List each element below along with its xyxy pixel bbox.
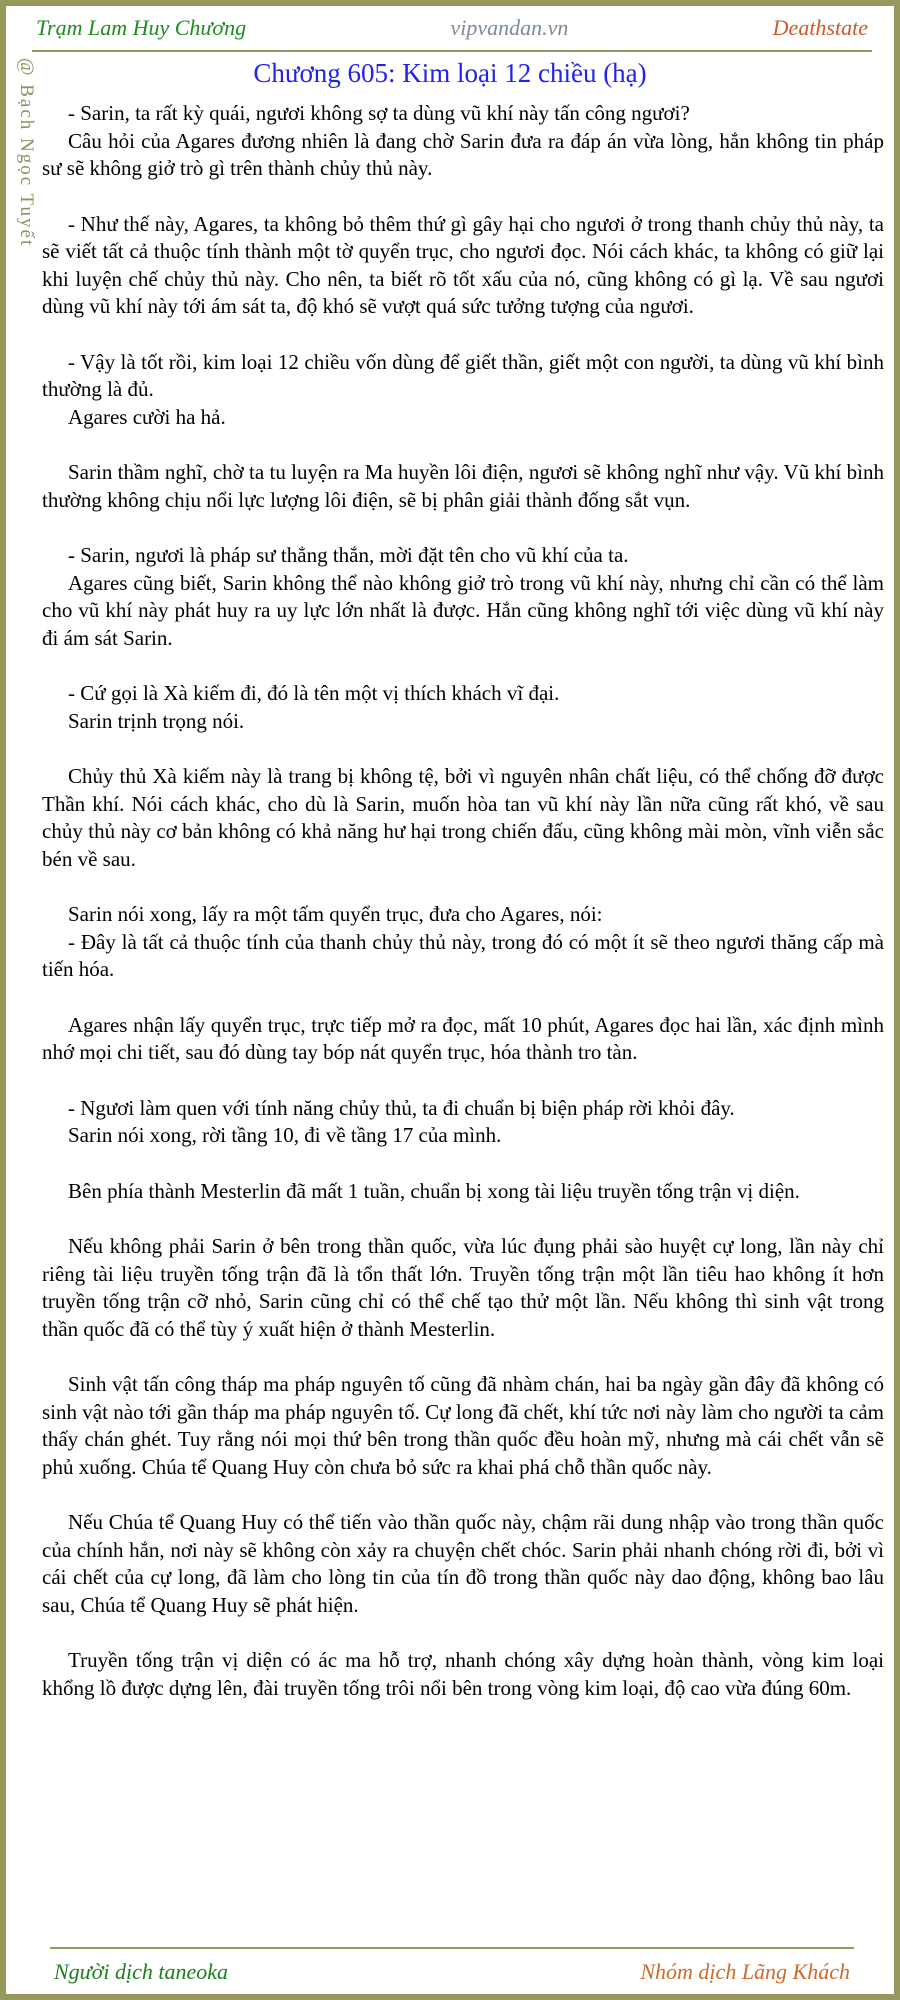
paragraph: Nếu Chúa tể Quang Huy có thể tiến vào thần quốc này, chậm rãi dung nhập vào trong thần quốc của chính hắn, nơi này sẽ không còn xảy ra chuyện chết chóc. Sarin phải nhanh chóng rời đi, bởi vì cái chết của cự long, đã làm cho lòng tin của tín đồ trong thần quốc này dao động, không bao lâu sau, Chúa tể Quang Huy sẽ phát hiện. bbox=[42, 1510, 884, 1617]
author-watermark: @ Bạch Ngọc Tuyết bbox=[16, 58, 37, 248]
paragraph: Sarin thầm nghĩ, chờ ta tu luyện ra Ma huyền lôi điện, ngươi sẽ không nghĩ như vậy. Vũ khí bình thường không chịu nổi lực lượng lôi điện, sẽ bị phân giải thành đống sắt vụn. bbox=[42, 460, 884, 512]
paragraph-block bbox=[42, 100, 884, 183]
site-domain: vipvandan.vn bbox=[450, 15, 569, 40]
footer-divider bbox=[50, 1947, 854, 1949]
paragraph: - Sarin, ta rất kỳ quái, ngươi không sợ ta dùng vũ khí này tấn công ngươi? bbox=[68, 101, 690, 125]
paragraph-block bbox=[42, 901, 884, 984]
paragraph-block bbox=[42, 1233, 884, 1343]
paragraph: Sarin trịnh trọng nói. bbox=[68, 708, 245, 733]
paragraph-block bbox=[42, 763, 884, 873]
paragraph: - Vậy là tốt rồi, kim loại 12 chiều vốn dùng để giết thần, giết một con người, ta dùng vũ khí bình thường là đủ. bbox=[42, 349, 884, 401]
paragraph-block bbox=[42, 1509, 884, 1619]
chapter-title: Chương 605: Kim loại 12 chiều (hạ) bbox=[253, 58, 647, 88]
paragraph: - Đây là tất cả thuộc tính của thanh chủy thủ này, trong đó có một ít sẽ theo ngươi thăng cấp mà tiến hóa. bbox=[42, 929, 884, 981]
paragraph: Nếu không phải Sarin ở bên trong thần quốc, vừa lúc đụng phải sào huyệt cự long, lần này chỉ riêng tài liệu truyền tống trận đã là tổn thất lớn. Truyền tống trận một lần tiêu hao không ít hơn truyền tống trận cỡ nhỏ, Sarin cũng chỉ có thể chế tạo thử một lần. Nếu không thì sinh vật trong thần quốc đã có thể tùy ý xuất hiện ở thành Mesterlin. bbox=[42, 1234, 884, 1341]
paragraph: Truyền tống trận vị diện có ác ma hỗ trợ, nhanh chóng xây dựng hoàn thành, vòng kim loại khổng lồ được dựng lên, đài truyền tống trôi nổi bên trong vòng kim loại, độ cao vừa đúng 60m. bbox=[42, 1648, 884, 1700]
paragraph: Bên phía thành Mesterlin đã mất 1 tuần, chuẩn bị xong tài liệu truyền tống trận vị diện. bbox=[68, 1178, 800, 1203]
paragraph: Sinh vật tấn công tháp ma pháp nguyên tố cũng đã nhàm chán, hai ba ngày gần đây đã không có sinh vật nào tới gần tháp ma pháp nguyên tố. Cự long đã chết, khí tức nơi này làm cho người ta cảm thấy chán ghét. Tuy rằng nói mọi thứ bên trong thần quốc đều hoàn mỹ, nhưng mà cái chết vẫn sẽ phủ xuống. Chúa tể Quang Huy còn chưa bỏ sức ra khai phá chỗ thần quốc này. bbox=[42, 1372, 884, 1479]
paragraph-block bbox=[42, 1012, 884, 1067]
header-divider bbox=[32, 50, 872, 52]
page-header bbox=[6, 6, 894, 41]
novel-title-en: Deathstate bbox=[772, 15, 868, 40]
paragraph: Agares cười ha hả. bbox=[68, 404, 226, 429]
paragraph-block bbox=[42, 1647, 884, 1702]
paragraph: - Như thế này, Agares, ta không bỏ thêm thứ gì gây hại cho ngươi ở trong thanh chủy thủ này, ta sẽ viết tất cả thuộc tính thành một tờ quyển trục, cho ngươi đọc. Nói cách khác, ta không có giữ lại khi luyện chế chủy thủ này. Cho nên, ta biết rõ tốt xấu của nó, cũng không có gì lạ. Về sau ngươi dùng vũ khí này tới ám sát ta, độ khó sẽ vượt quá sức tưởng tượng của ngươi. bbox=[42, 211, 884, 318]
paragraph: Agares nhận lấy quyển trục, trực tiếp mở ra đọc, mất 10 phút, Agares đọc hai lần, xác định mình nhớ mọi chi tiết, sau đó dùng tay bóp nát quyển trục, hóa thành tro tàn. bbox=[42, 1012, 884, 1064]
translation-group-credit: Nhóm dịch Lãng Khách bbox=[640, 1959, 850, 1984]
paragraph-block bbox=[42, 1178, 884, 1206]
paragraph: Chủy thủ Xà kiếm này là trang bị không tệ, bởi vì nguyên nhân chất liệu, có thể chống đỡ được Thần khí. Nói cách khác, cho dù là Sarin, muốn hòa tan vũ khí này lần nữa cũng rất khó, về sau chủy thủ này cơ bản không có khả năng hư hại trong chiến đấu, cũng không mài mòn, vĩnh viễn sắc bén về sau. bbox=[42, 764, 884, 871]
paragraph-block bbox=[42, 349, 884, 432]
paragraph-block bbox=[42, 1371, 884, 1481]
paragraph: - Cứ gọi là Xà kiếm đi, đó là tên một vị thích khách vĩ đại. bbox=[68, 681, 560, 705]
paragraph-block bbox=[42, 1095, 884, 1150]
paragraph: Agares cũng biết, Sarin không thể nào không giở trò trong vũ khí này, nhưng chỉ cần có thể làm cho vũ khí này phát huy ra uy lực lớn nhất là được. Hắn cũng không nghĩ tới việc dùng vũ khí này đi ám sát Sarin. bbox=[42, 570, 884, 650]
chapter-content bbox=[42, 100, 884, 1702]
page-footer bbox=[54, 1959, 850, 1985]
translator-credit: Người dịch taneoka bbox=[54, 1959, 229, 1984]
paragraph: - Ngươi làm quen với tính năng chủy thủ, ta đi chuẩn bị biện pháp rời khỏi đây. bbox=[68, 1095, 735, 1120]
paragraph-block bbox=[42, 680, 884, 735]
paragraph: - Sarin, ngươi là pháp sư thẳng thắn, mời đặt tên cho vũ khí của ta. bbox=[68, 543, 629, 567]
paragraph-block bbox=[42, 542, 884, 652]
paragraph-block bbox=[42, 211, 884, 321]
paragraph-block bbox=[42, 459, 884, 514]
paragraph: Sarin nói xong, rời tầng 10, đi về tầng 17 của mình. bbox=[68, 1123, 502, 1147]
paragraph: Sarin nói xong, lấy ra một tấm quyển trục, đưa cho Agares, nói: bbox=[68, 902, 603, 926]
paragraph: Câu hỏi của Agares đương nhiên là đang chờ Sarin đưa ra đáp án vừa lòng, hắn không tin pháp sư sẽ không giở trò gì trên thành chủy thủ này. bbox=[42, 128, 884, 180]
novel-title-vn: Trạm Lam Huy Chương bbox=[36, 15, 247, 40]
